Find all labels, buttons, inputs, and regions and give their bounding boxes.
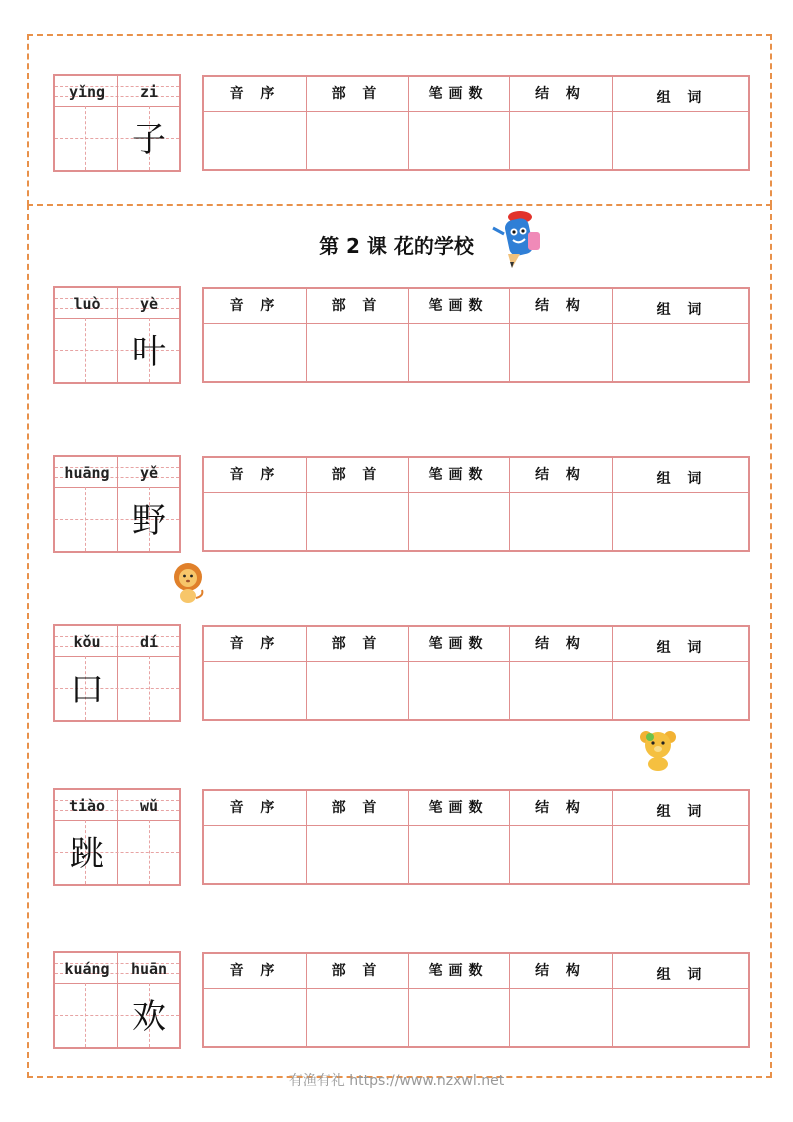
pinyin-syllable: dí [139, 633, 159, 651]
answer-cell[interactable] [204, 663, 306, 719]
header-jiegou: 结 构 [535, 963, 586, 979]
pinyin-syllable: yǐng [68, 83, 106, 101]
answer-cell[interactable] [204, 325, 306, 381]
header-zuci: 组 词 [656, 804, 708, 820]
answer-cell[interactable] [204, 113, 306, 169]
tianzige-box [53, 624, 181, 722]
header-jiegou: 结 构 [535, 467, 586, 483]
character-row [53, 286, 750, 384]
header-bushou: 部 首 [331, 636, 383, 652]
answer-cell[interactable] [306, 325, 408, 381]
header-yinxu: 音 序 [229, 800, 281, 816]
pinyin-syllable: luò [73, 295, 101, 313]
pinyin-syllable: yè [139, 295, 159, 313]
header-bihuashu: 笔画数 [428, 298, 489, 314]
answer-cell[interactable] [408, 113, 509, 169]
answer-cell[interactable] [612, 494, 752, 550]
center-dash-v [149, 820, 150, 884]
answer-cell[interactable] [408, 827, 509, 883]
tianzige-box [53, 455, 181, 553]
header-zuci: 组 词 [656, 471, 708, 487]
answer-cell[interactable] [509, 113, 612, 169]
pinyin-syllable: kǒu [73, 633, 101, 651]
header-bushou: 部 首 [331, 800, 383, 816]
hanzi-character: 叶 [132, 332, 166, 372]
header-bushou: 部 首 [331, 467, 383, 483]
answer-cell[interactable] [408, 990, 509, 1046]
char-info-table [202, 75, 750, 171]
pinyin-syllable: zi [139, 83, 159, 101]
center-dash-v [85, 106, 86, 170]
pencil-mascot-icon [490, 210, 548, 272]
character-row [53, 455, 750, 553]
char-info-table [202, 952, 750, 1048]
header-zuci: 组 词 [656, 640, 708, 656]
answer-cell[interactable] [612, 325, 752, 381]
lesson-title: 第 2 课 花的学校 [319, 234, 474, 258]
answer-cell[interactable] [306, 827, 408, 883]
answer-cell[interactable] [612, 663, 752, 719]
center-dash-v [85, 318, 86, 382]
answer-cell[interactable] [509, 325, 612, 381]
header-yinxu: 音 序 [229, 467, 281, 483]
header-yinxu: 音 序 [229, 86, 281, 102]
bear-icon [636, 728, 680, 772]
lion-icon [170, 562, 206, 604]
center-dash-v [85, 983, 86, 1047]
header-jiegou: 结 构 [535, 298, 586, 314]
answer-cell[interactable] [306, 663, 408, 719]
answer-cell[interactable] [509, 990, 612, 1046]
header-bihuashu: 笔画数 [428, 800, 489, 816]
answer-cell[interactable] [509, 494, 612, 550]
tianzige-box [53, 788, 181, 886]
hanzi-character: 跳 [70, 834, 104, 874]
tianzige-box [53, 951, 181, 1049]
header-yinxu: 音 序 [229, 636, 281, 652]
tianzige-box [53, 74, 181, 172]
header-bushou: 部 首 [331, 298, 383, 314]
character-row [53, 951, 750, 1049]
character-row [53, 74, 750, 172]
answer-cell[interactable] [306, 494, 408, 550]
tianzige-box [53, 286, 181, 384]
hanzi-character: 欢 [132, 997, 166, 1037]
header-bihuashu: 笔画数 [428, 86, 489, 102]
pinyin-syllable: huāng [64, 464, 110, 482]
header-jiegou: 结 构 [535, 800, 586, 816]
answer-cell[interactable] [509, 663, 612, 719]
character-row [53, 624, 750, 722]
header-bushou: 部 首 [331, 963, 383, 979]
hanzi-character: 子 [132, 120, 166, 160]
answer-cell[interactable] [408, 663, 509, 719]
header-bihuashu: 笔画数 [428, 636, 489, 652]
answer-cell[interactable] [612, 113, 752, 169]
char-info-table [202, 456, 750, 552]
header-bihuashu: 笔画数 [428, 963, 489, 979]
answer-cell[interactable] [612, 827, 752, 883]
footer-watermark: 有渔有礼 https://www.nzxwl.net [288, 1073, 505, 1089]
pinyin-syllable: yě [139, 464, 159, 482]
char-info-table [202, 287, 750, 383]
hanzi-character: 口 [70, 670, 104, 710]
pinyin-syllable: huān [130, 960, 168, 978]
answer-cell[interactable] [204, 827, 306, 883]
answer-cell[interactable] [204, 494, 306, 550]
pinyin-syllable: kuáng [64, 960, 110, 978]
char-info-table [202, 789, 750, 885]
pinyin-syllable: wǔ [139, 797, 159, 815]
header-jiegou: 结 构 [535, 636, 586, 652]
header-bushou: 部 首 [331, 86, 383, 102]
answer-cell[interactable] [306, 990, 408, 1046]
answer-cell[interactable] [204, 990, 306, 1046]
header-zuci: 组 词 [656, 302, 708, 318]
char-info-table [202, 625, 750, 721]
pinyin-syllable: tiào [68, 797, 106, 815]
center-dash-v [149, 656, 150, 720]
answer-cell[interactable] [306, 113, 408, 169]
answer-cell[interactable] [509, 827, 612, 883]
header-yinxu: 音 序 [229, 963, 281, 979]
center-dash-v [85, 487, 86, 551]
header-jiegou: 结 构 [535, 86, 586, 102]
hanzi-character: 野 [132, 501, 166, 541]
character-row [53, 788, 750, 886]
header-zuci: 组 词 [656, 967, 708, 983]
header-yinxu: 音 序 [229, 298, 281, 314]
answer-cell[interactable] [408, 494, 509, 550]
answer-cell[interactable] [612, 990, 752, 1046]
header-bihuashu: 笔画数 [428, 467, 489, 483]
answer-cell[interactable] [408, 325, 509, 381]
header-zuci: 组 词 [656, 90, 708, 106]
